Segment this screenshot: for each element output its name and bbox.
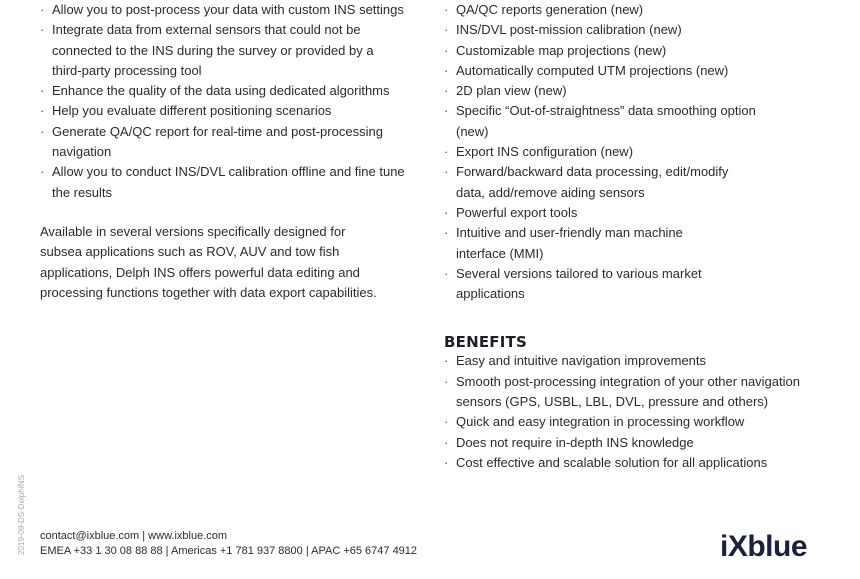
document-code: 2019-09-DS-DelphINS [17,474,26,555]
list-item: · Quick and easy integration in processing workflow [444,412,844,432]
list-item: · Generate QA/QC report for real-time and post-processing navigation [40,122,412,163]
list-item: · Help you evaluate different positioning scenarios [40,101,430,121]
footer [40,529,417,559]
contact-line: contact@ixblue.com | www.ixblue.com [40,530,228,542]
list-item: · Specific “Out-of-straightness” data smoothing option (new) [444,101,756,142]
list-item: · Does not require in-depth INS knowledge [444,433,844,453]
right-column [444,0,844,473]
list-item: · Powerful export tools [444,203,844,223]
left-column [40,0,430,303]
list-item: · Integrate data from external sensors that could not be connected to the INS during the survey or provided by a third-party processing tool [40,20,392,81]
ixblue-logo [720,526,824,567]
list-item: · Export INS configuration (new) [444,142,844,162]
phones-line: EMEA +33 1 30 08 88 88 | Americas +1 781 937 8800 | APAC +65 6747 4912 [40,545,418,557]
list-item: · INS/DVL post-mission calibration (new) [444,20,844,40]
list-item: · Intuitive and user-friendly man machine interface (MMI) [444,223,726,264]
feature-list-left [40,0,430,203]
list-item: · QA/QC reports generation (new) [444,0,844,20]
list-item: · Customizable map projections (new) [444,41,844,61]
description-paragraph: Available in several versions specifically designed for subsea applications such as ROV, AUV and tow fish applications, Delph INS offers powerful data editing and processing functions together with data export capabilities. [40,223,377,300]
list-item: · Several versions tailored to various market applications [444,264,726,305]
list-item: · Smooth post-processing integration of your other navigation sensors (GPS, USBL, LBL, DVL, pressure and others) [444,372,841,413]
benefits-list [444,351,844,473]
feature-list-right [444,0,844,304]
logo-wordmark: iXblue [720,530,808,562]
benefits-heading: BENEFITS [444,333,527,352]
list-item: · Forward/backward data processing, edit/modify data, add/remove aiding sensors [444,162,756,203]
list-item: · 2D plan view (new) [444,81,844,101]
list-item: · Enhance the quality of the data using dedicated algorithms [40,81,430,101]
list-item: · Allow you to conduct INS/DVL calibration offline and fine tune the results [40,162,412,203]
list-item: · Automatically computed UTM projections (new) [444,61,844,81]
list-item: · Easy and intuitive navigation improvements [444,351,844,371]
list-item: · Allow you to post-process your data with custom INS settings [40,0,430,20]
list-item: · Cost effective and scalable solution for all applications [444,453,844,473]
